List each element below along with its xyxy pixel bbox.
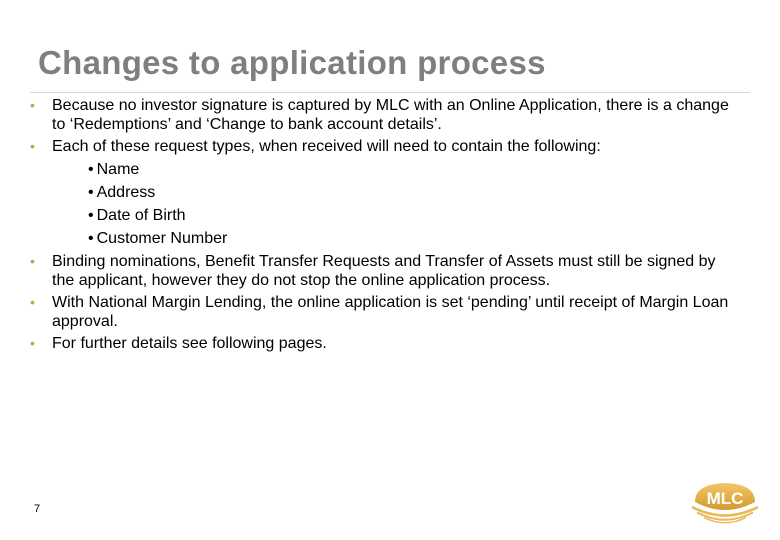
sub-item-text: Address — [96, 184, 156, 201]
sub-bullet-marker: • — [88, 161, 94, 178]
page-number: 7 — [34, 503, 41, 515]
bullet-item — [30, 293, 740, 331]
bullet-item — [30, 334, 740, 353]
sub-item-text: Customer Number — [96, 230, 228, 247]
bullet-item — [30, 96, 740, 134]
title-divider — [30, 92, 750, 93]
sub-item-customer-number — [88, 229, 740, 248]
sub-bullet-marker: • — [88, 207, 94, 224]
sub-item-address — [88, 183, 740, 202]
bullet-text: For further details see following pages. — [52, 335, 327, 352]
bullet-marker: • — [30, 335, 35, 351]
sub-item-name — [88, 160, 740, 179]
sub-item-text: Name — [96, 161, 140, 178]
bullet-text: With National Margin Lending, the online application is set ‘pending’ until receipt of Margin Loan approval. — [52, 294, 729, 330]
sub-item-text: Date of Birth — [96, 207, 186, 224]
bullet-marker: • — [30, 138, 35, 154]
mlc-logo-icon — [688, 476, 762, 526]
sub-item-date-of-birth — [88, 206, 740, 225]
bullet-marker: • — [30, 253, 35, 269]
sub-bullet-marker: • — [88, 184, 94, 201]
logo-text: MLC — [706, 489, 744, 508]
sub-bullet-marker: • — [88, 230, 94, 247]
bullet-marker: • — [30, 97, 35, 113]
sub-list — [52, 160, 740, 248]
bullet-item — [30, 137, 740, 248]
bullet-list — [30, 96, 740, 356]
bullet-text: Binding nominations, Benefit Transfer Requests and Transfer of Assets must still be signed by the applicant, however they do not stop the online application process. — [52, 253, 716, 289]
bullet-marker: • — [30, 294, 35, 310]
page-title: Changes to application process — [38, 44, 546, 81]
bullet-text: Each of these request types, when received will need to contain the following: — [52, 138, 601, 155]
bullet-text: Because no investor signature is captured by MLC with an Online Application, there is a change to ‘Redemptions’ and ‘Change to bank account details’. — [52, 97, 729, 133]
bullet-item — [30, 252, 740, 290]
